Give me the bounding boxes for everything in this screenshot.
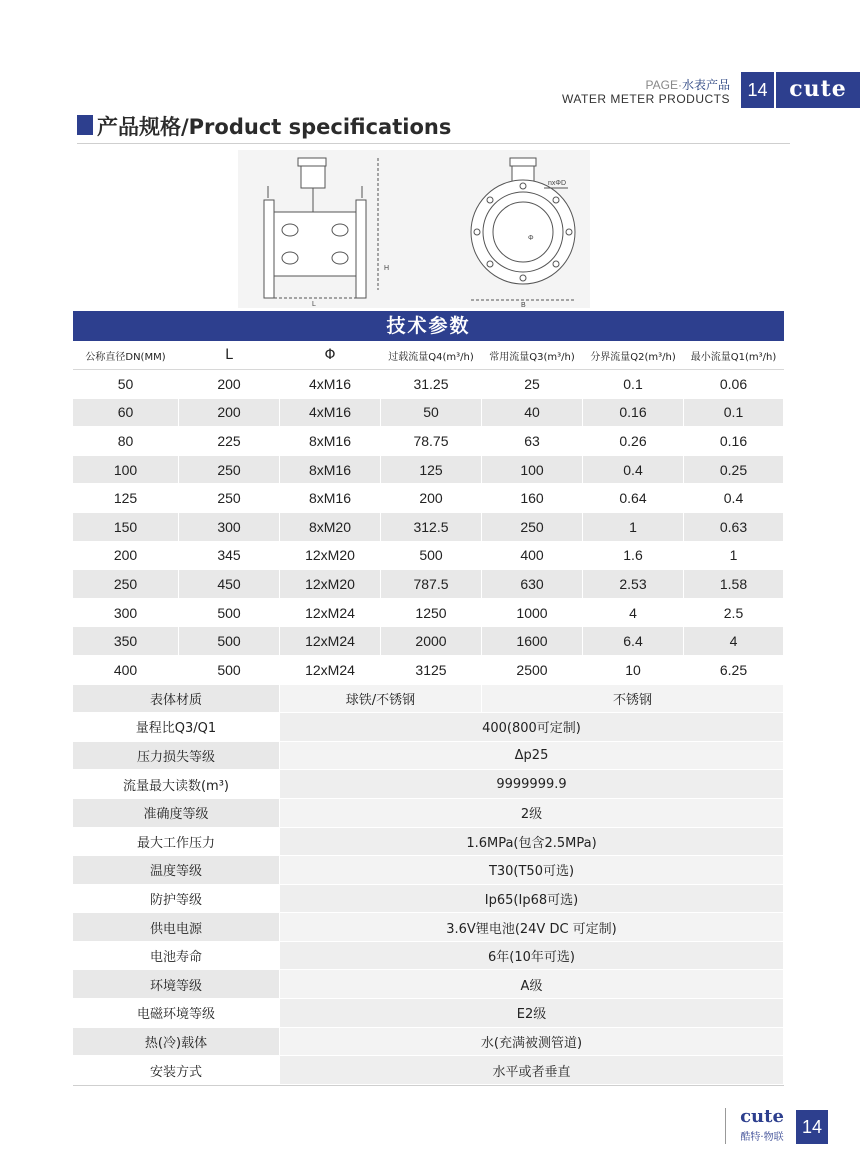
param-row	[73, 799, 784, 828]
table-cell: 500	[179, 599, 280, 627]
bolt-label: nxΦD	[548, 180, 567, 187]
table-cell: 63	[482, 427, 583, 455]
table-cell: 250	[179, 484, 280, 512]
table-cell: 250	[179, 456, 280, 484]
col-header: 分界流量Q2(m³/h)	[583, 341, 684, 369]
brand-logo: cute	[776, 72, 860, 108]
table-cell: 300	[179, 513, 280, 541]
param-row	[73, 856, 784, 885]
param-value: Ip65(Ip68可选)	[280, 885, 784, 913]
page-number: 14	[741, 72, 774, 108]
param-value: 水平或者垂直	[280, 1056, 784, 1084]
table-cell: 0.63	[684, 513, 784, 541]
footer-page-number: 14	[796, 1110, 828, 1144]
param-label: 最大工作压力	[73, 828, 280, 856]
table-bottom-rule	[73, 1085, 784, 1086]
param-label: 电池寿命	[73, 942, 280, 970]
table-cell: 312.5	[381, 513, 482, 541]
table-cell: 1250	[381, 599, 482, 627]
table-cell: 12xM24	[280, 627, 381, 655]
table-cell: 125	[381, 456, 482, 484]
table-cell: 1000	[482, 599, 583, 627]
col-header: 公称直径DN(MM)	[73, 341, 179, 369]
diameter-label: Φ	[528, 235, 534, 242]
param-row	[73, 1056, 784, 1085]
meter-diagram	[238, 150, 590, 308]
table-cell: 200	[73, 542, 179, 570]
table-cell: 250	[73, 570, 179, 598]
param-value: A级	[280, 970, 784, 998]
table-cell: 78.75	[381, 427, 482, 455]
param-row	[73, 970, 784, 999]
table-cell: 50	[73, 370, 179, 398]
table-cell: 4xM16	[280, 370, 381, 398]
table-row	[73, 370, 784, 399]
table-cell: 250	[482, 513, 583, 541]
table-cell: 8xM16	[280, 456, 381, 484]
param-row	[73, 828, 784, 857]
table-cell: 12xM24	[280, 599, 381, 627]
table-row	[73, 627, 784, 656]
table-cell: 10	[583, 656, 684, 684]
param-label: 防护等级	[73, 885, 280, 913]
table-cell: 25	[482, 370, 583, 398]
param-value: 不锈钢	[482, 685, 784, 713]
param-row	[73, 770, 784, 799]
param-value: 9999999.9	[280, 770, 784, 798]
table-cell: 4	[583, 599, 684, 627]
footer-logo: cute	[740, 1106, 784, 1127]
product-drawing	[238, 150, 590, 308]
table-cell: 125	[73, 484, 179, 512]
param-label: 温度等级	[73, 856, 280, 884]
table-cell: 225	[179, 427, 280, 455]
param-value: E2级	[280, 999, 784, 1027]
table-cell: 60	[73, 399, 179, 427]
col-header: 最小流量Q1(m³/h)	[684, 341, 784, 369]
table-cell: 787.5	[381, 570, 482, 598]
material-row	[73, 685, 784, 714]
table-row	[73, 542, 784, 571]
table-cell: 100	[482, 456, 583, 484]
col-header: L	[179, 341, 280, 369]
param-row	[73, 913, 784, 942]
param-value: 球铁/不锈钢	[280, 685, 482, 713]
col-header: Φ	[280, 341, 381, 369]
param-value: 1.6MPa(包含2.5MPa)	[280, 828, 784, 856]
footer-brand: 酷特·物联	[740, 1132, 784, 1143]
table-cell: 1	[583, 513, 684, 541]
table-cell: 200	[179, 370, 280, 398]
table-cell: 630	[482, 570, 583, 598]
table-cell: 6.25	[684, 656, 784, 684]
param-value: 6年(10年可选)	[280, 942, 784, 970]
table-cell: 8xM16	[280, 484, 381, 512]
table-row	[73, 570, 784, 599]
table-cell: 1.58	[684, 570, 784, 598]
table-cell: 50	[381, 399, 482, 427]
table-row	[73, 484, 784, 513]
param-value: 水(充满被测管道)	[280, 1028, 784, 1056]
table-cell: 6.4	[583, 627, 684, 655]
page-label: PAGE·水表产品	[645, 78, 730, 92]
param-value: 3.6V锂电池(24V DC 可定制)	[280, 913, 784, 941]
table-cell: 1600	[482, 627, 583, 655]
table-cell: 100	[73, 456, 179, 484]
title-divider	[77, 143, 790, 144]
footer-divider	[725, 1108, 726, 1144]
table-row	[73, 656, 784, 685]
table-cell: 12xM20	[280, 570, 381, 598]
table-cell: 160	[482, 484, 583, 512]
table-cell: 400	[482, 542, 583, 570]
table-cell: 200	[381, 484, 482, 512]
param-label: 量程比Q3/Q1	[73, 713, 280, 741]
param-row	[73, 942, 784, 971]
param-label: 表体材质	[73, 685, 280, 713]
table-cell: 8xM16	[280, 427, 381, 455]
width-label: B	[521, 302, 526, 308]
table-cell: 300	[73, 599, 179, 627]
table-cell: 8xM20	[280, 513, 381, 541]
table-cell: 12xM24	[280, 656, 381, 684]
table-row	[73, 456, 784, 485]
col-header: 过载流量Q4(m³/h)	[381, 341, 482, 369]
table-cell: 400	[73, 656, 179, 684]
param-row	[73, 885, 784, 914]
table-cell: 2.53	[583, 570, 684, 598]
table-row	[73, 399, 784, 428]
table-cell: 4	[684, 627, 784, 655]
table-cell: 0.26	[583, 427, 684, 455]
param-label: 热(冷)载体	[73, 1028, 280, 1056]
table-cell: 345	[179, 542, 280, 570]
table-cell: 12xM20	[280, 542, 381, 570]
table-caption: 技术参数	[73, 311, 784, 341]
page-title: 产品规格/Product specifications	[97, 115, 452, 139]
table-cell: 500	[381, 542, 482, 570]
length-label: L	[312, 301, 316, 308]
param-value: T30(T50可选)	[280, 856, 784, 884]
param-row	[73, 742, 784, 771]
table-cell: 2000	[381, 627, 482, 655]
table-cell: 31.25	[381, 370, 482, 398]
table-cell: 0.06	[684, 370, 784, 398]
col-header: 常用流量Q3(m³/h)	[482, 341, 583, 369]
table-cell: 200	[179, 399, 280, 427]
table-cell: 2.5	[684, 599, 784, 627]
table-cell: 0.25	[684, 456, 784, 484]
param-label: 环境等级	[73, 970, 280, 998]
table-cell: 150	[73, 513, 179, 541]
table-cell: 350	[73, 627, 179, 655]
height-label: H	[384, 265, 390, 272]
section-label: WATER METER PRODUCTS	[562, 92, 730, 106]
table-row	[73, 513, 784, 542]
side-view	[264, 158, 378, 298]
table-cell: 0.4	[684, 484, 784, 512]
table-cell: 80	[73, 427, 179, 455]
param-value: 2级	[280, 799, 784, 827]
table-cell: 4xM16	[280, 399, 381, 427]
param-label: 安装方式	[73, 1056, 280, 1084]
table-row	[73, 599, 784, 628]
param-row	[73, 1028, 784, 1057]
param-value: Δp25	[280, 742, 784, 770]
table-cell: 0.1	[583, 370, 684, 398]
table-cell: 3125	[381, 656, 482, 684]
table-cell: 0.64	[583, 484, 684, 512]
param-row	[73, 713, 784, 742]
param-label: 流量最大读数(m³)	[73, 770, 280, 798]
param-row	[73, 999, 784, 1028]
param-label: 压力损失等级	[73, 742, 280, 770]
table-cell: 450	[179, 570, 280, 598]
param-value: 400(800可定制)	[280, 713, 784, 741]
table-cell: 500	[179, 656, 280, 684]
param-label: 供电电源	[73, 913, 280, 941]
table-header-row	[73, 341, 784, 370]
param-label: 准确度等级	[73, 799, 280, 827]
table-cell: 0.4	[583, 456, 684, 484]
spec-table	[73, 311, 784, 1086]
table-cell: 2500	[482, 656, 583, 684]
param-label: 电磁环境等级	[73, 999, 280, 1027]
title-marker	[77, 115, 93, 135]
table-cell: 0.16	[583, 399, 684, 427]
table-cell: 1	[684, 542, 784, 570]
table-cell: 0.1	[684, 399, 784, 427]
table-cell: 40	[482, 399, 583, 427]
table-cell: 1.6	[583, 542, 684, 570]
table-row	[73, 427, 784, 456]
table-cell: 500	[179, 627, 280, 655]
table-cell: 0.16	[684, 427, 784, 455]
